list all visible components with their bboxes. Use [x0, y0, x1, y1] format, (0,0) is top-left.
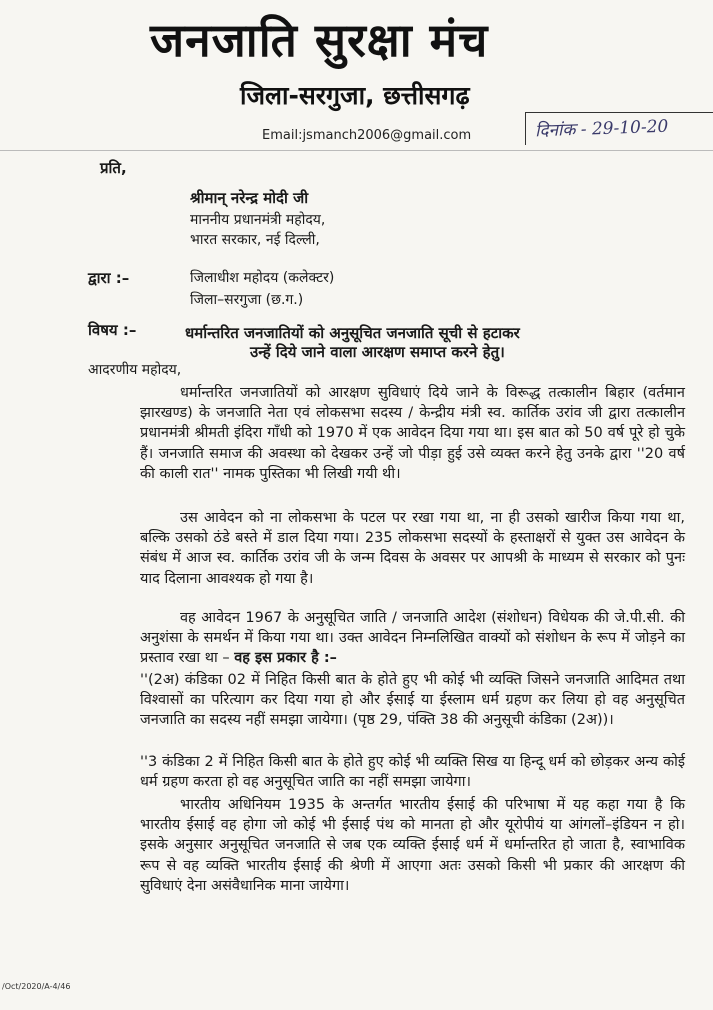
recipient-name: श्रीमान् नरेन्द्र मोदी जी	[190, 189, 309, 207]
para3-text: वह आवेदन 1967 के अनुसूचित जाति / जनजाति आदेश (संशोधन) विधेयक की जे.पी.सी. की अनुशंसा के समर्थन में किया गया था। उक्त आवेदन निम्नलिखित वाक्यों को संशोधन के रूप में जोड़ने का प्रस्ताव रखा था – वह इस प्रकार है :–	[140, 610, 686, 667]
paragraph-3	[140, 608, 685, 669]
org-location: जिला-सरगुजा, छत्तीसगढ़	[240, 81, 470, 110]
paragraph-4	[140, 795, 685, 896]
subject-line2: उन्हें दिये जाने वाला आरक्षण समाप्त करने हेतु।	[250, 343, 505, 361]
recipient-label: प्रति,	[100, 159, 127, 177]
quote-1	[140, 670, 685, 731]
paragraph-2	[140, 508, 685, 589]
para1-text: धर्मान्तरित जनजातियों को आरक्षण सुविधाएं दिये जाने के विरूद्ध तत्कालीन बिहार (वर्तमान झारखण्ड) के जनजाति नेता एवं लोकसभा सदस्य / केन्द्रीय मंत्री स्व. कार्तिक उरांव जी द्वारा तत्कालीन प्रधानमंत्री श्रीमती इंदिरा गाँधी को 1970 में एक आवेदन दिया गया था। इस बात को 50 वर्ष पूरे हो चुके हैं। जनजाति समाज की अवस्था को देखकर उन्हें जो पीड़ा हुई उसे व्यक्त करने हेतु उनके द्वारा ''20 वर्ष की काली रात'' नामक पुस्तिका भी लिखी गयी थी।	[140, 385, 685, 482]
handwritten-date: दिनांक - 29-10-20	[534, 116, 669, 142]
subject-line1: धर्मान्तरित जनजातियों को अनुसूचित जनजाति सूची से हटाकर	[185, 324, 520, 342]
via-label: द्वारा :–	[88, 269, 130, 287]
quote2-text: ''3 कंडिका 2 में निहित किसी बात के होते हुए कोई भी व्यक्ति सिख या हिन्दू धर्म को छोड़कर अन्य कोई धर्म ग्रहण करता हो वह अनुसूचित जाति का नहीं समझा जायेगा।	[140, 754, 686, 791]
para4-text: भारतीय अधिनियम 1935 के अन्तर्गत भारतीय ईसाई की परिभाषा में यह कहा गया है कि भारतीय ईसाई वह होगा जो कोई भी ईसाई पंथ को मानता हो और यूरोपीयं या आंगलों–इंडियन न हो। इसके अनुसार अनुसूचित जनजाति से जब एक व्यक्ति ईसाई धर्म में धर्मान्तरित हो जाता है, स्वाभाविक रूप से वह व्यक्ति भारतीय ईसाई की श्रेणी में आएगा अतः उसको किसी भी प्रकार की आरक्षण की सुविधाएं देना असंवैधानिक माना जायेगा।	[140, 797, 686, 894]
subject-label: विषय :–	[88, 321, 137, 339]
footer-reference: /Oct/2020/A-4/46	[2, 982, 71, 991]
via-line2: जिला–सरगुजा (छ.ग.)	[190, 292, 304, 308]
salutation: आदरणीय महोदय,	[88, 362, 182, 378]
via-line1: जिलाधीश महोदय (कलेक्टर)	[190, 270, 335, 286]
quote1-text: ''(2अ) कंडिका 02 में निहित किसी बात के होते हुए भी कोई भी व्यक्ति जिसने जनजाति आदिमत तथा विश्वासों का परित्याग कर दिया गया हो और ईसाई या ईस्लाम धर्म ग्रहण कर लिया हो वह अनुसूचित जनजाति का सदस्य नहीं समझा जायेगा। (पृष्ठ 29, पंक्ति 38 की अनुसूची कंडिका (2अ))।	[140, 672, 686, 729]
paragraph-1	[140, 383, 685, 484]
quote-2	[140, 752, 685, 792]
para2-text: उस आवेदन को ना लोकसभा के पटल पर रखा गया था, ना ही उसको खारीज किया गया था, बल्कि उसको ठंडे बस्ते में डाल दिया गया। 235 लोकसभा सदस्यों के हस्ताक्षरों से युक्त उस आवेदन के संबंध में आज स्व. कार्तिक उरांव जी के जन्म दिवस के अवसर पर आपश्री के माध्यम से सरकार को पुनः याद दिलाना आवश्यक हो गया है।	[140, 510, 686, 587]
org-email: Email:jsmanch2006@gmail.com	[262, 128, 472, 143]
recipient-designation: माननीय प्रधानमंत्री महोदय,	[190, 212, 326, 228]
recipient-office: भारत सरकार, नई दिल्ली,	[190, 232, 320, 248]
header-divider	[0, 150, 713, 151]
org-title: जनजाति सुरक्षा मंच	[150, 13, 489, 67]
para3-emphasis: वह इस प्रकार है :–	[234, 650, 337, 667]
